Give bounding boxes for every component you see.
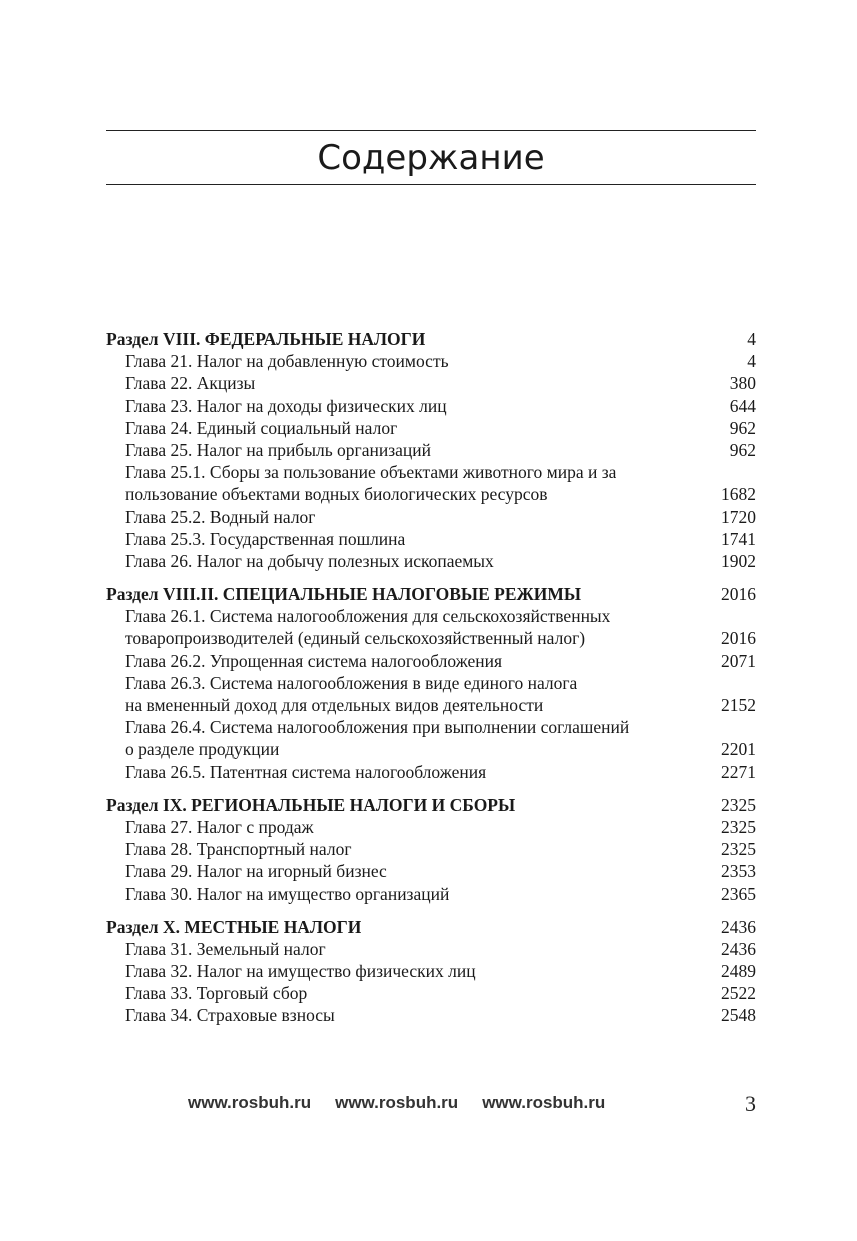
dot-leader bbox=[452, 350, 691, 372]
title-rule-top bbox=[106, 130, 756, 131]
dot-leader bbox=[450, 395, 691, 417]
dot-leader bbox=[364, 916, 691, 938]
toc-chapter-line bbox=[106, 716, 756, 738]
chapter-title-line: Глава 26.4. Система налогообложения при выполнении соглашений bbox=[125, 717, 630, 738]
toc-chapter[interactable] bbox=[106, 417, 756, 439]
dot-leader bbox=[546, 694, 691, 716]
dot-leader bbox=[282, 738, 691, 760]
toc-section-heading[interactable] bbox=[106, 916, 756, 938]
dot-leader bbox=[588, 627, 691, 649]
page-ref: 962 bbox=[729, 439, 756, 460]
toc-chapter[interactable] bbox=[106, 938, 756, 960]
toc-chapter[interactable] bbox=[106, 1004, 756, 1026]
page-ref: 1720 bbox=[721, 506, 756, 527]
dot-leader bbox=[329, 938, 691, 960]
chapter-title: Глава 29. Налог на игорный бизнес bbox=[125, 861, 387, 882]
chapter-title: Глава 33. Торговый сбор bbox=[125, 983, 308, 1004]
page-ref: 2365 bbox=[721, 883, 756, 904]
chapter-title: на вмененный доход для отдельных видов деятельности bbox=[125, 695, 544, 715]
toc-chapter[interactable] bbox=[106, 982, 756, 1004]
toc-section bbox=[106, 328, 756, 572]
toc-section-heading[interactable] bbox=[106, 794, 756, 816]
page-ref: 2436 bbox=[721, 916, 756, 937]
chapter-title-line: Глава 25.1. Сборы за пользование объектами животного мира и за bbox=[125, 462, 617, 483]
page-ref: 2489 bbox=[721, 961, 756, 982]
page-ref: 2071 bbox=[721, 650, 756, 671]
dot-leader bbox=[317, 816, 691, 838]
page-ref: 2325 bbox=[721, 839, 756, 860]
dot-leader bbox=[258, 372, 691, 394]
dot-leader bbox=[390, 860, 691, 882]
dot-leader bbox=[518, 794, 691, 816]
chapter-title: Глава 34. Страховые взносы bbox=[125, 1005, 335, 1026]
chapter-title: Глава 26. Налог на добычу полезных ископаемых bbox=[125, 550, 494, 571]
page-ref: 1902 bbox=[721, 550, 756, 571]
toc-chapter-line bbox=[106, 605, 756, 627]
toc-chapter[interactable] bbox=[106, 761, 756, 783]
chapter-title: Глава 30. Налог на имущество организаций bbox=[125, 883, 450, 904]
page-ref: 2353 bbox=[721, 861, 756, 882]
chapter-title: Глава 25. Налог на прибыль организаций bbox=[125, 439, 432, 460]
page-number: 3 bbox=[745, 1091, 756, 1116]
dot-leader bbox=[434, 439, 691, 461]
chapter-title: Глава 31. Земельный налог bbox=[125, 938, 326, 959]
dot-leader bbox=[408, 528, 691, 550]
toc-chapter[interactable] bbox=[106, 372, 756, 394]
page-ref: 2325 bbox=[721, 794, 756, 815]
table-of-contents bbox=[106, 328, 756, 1038]
chapter-title: Глава 23. Налог на доходы физических лиц bbox=[125, 395, 447, 416]
page-ref: 2436 bbox=[721, 938, 756, 959]
toc-chapter[interactable] bbox=[106, 395, 756, 417]
toc-section bbox=[106, 794, 756, 905]
toc-chapter[interactable] bbox=[106, 528, 756, 550]
dot-leader bbox=[479, 960, 691, 982]
section-title: Раздел IX. РЕГИОНАЛЬНЫЕ НАЛОГИ И СБОРЫ bbox=[106, 794, 516, 815]
chapter-title: о разделе продукции bbox=[125, 739, 280, 760]
dot-leader bbox=[550, 483, 691, 505]
toc-chapter[interactable] bbox=[106, 838, 756, 860]
toc-chapter[interactable] bbox=[106, 738, 756, 760]
footer-link[interactable]: www.rosbuh.ru bbox=[335, 1093, 459, 1112]
section-title: Раздел VIII. ФЕДЕРАЛЬНЫЕ НАЛОГИ bbox=[106, 329, 426, 349]
toc-chapter-line bbox=[106, 672, 756, 694]
chapter-title: Глава 32. Налог на имущество физических лиц bbox=[125, 961, 476, 982]
page-ref: 2548 bbox=[721, 1005, 756, 1026]
dot-leader bbox=[584, 583, 691, 605]
page-ref: 644 bbox=[729, 395, 756, 416]
chapter-title: Глава 25.3. Государственная пошлина bbox=[125, 528, 406, 549]
toc-section bbox=[106, 583, 756, 783]
chapter-title: Глава 27. Налог с продаж bbox=[125, 816, 314, 837]
dot-leader bbox=[310, 982, 691, 1004]
dot-leader bbox=[400, 417, 691, 439]
chapter-title: Глава 26.5. Патентная система налогообложения bbox=[125, 761, 487, 782]
page-ref: 2016 bbox=[721, 628, 756, 649]
section-title: Раздел X. МЕСТНЫЕ НАЛОГИ bbox=[106, 916, 362, 937]
dot-leader bbox=[489, 761, 691, 783]
dot-leader bbox=[505, 650, 691, 672]
dot-leader bbox=[452, 883, 691, 905]
chapter-title: Глава 24. Единый социальный налог bbox=[125, 417, 398, 438]
toc-chapter-line bbox=[106, 461, 756, 483]
dot-leader bbox=[338, 1004, 691, 1026]
dot-leader bbox=[355, 838, 692, 860]
page-ref: 1682 bbox=[721, 484, 756, 505]
toc-chapter[interactable] bbox=[106, 816, 756, 838]
page-ref: 2201 bbox=[721, 739, 756, 760]
chapter-title-line: Глава 26.3. Система налогообложения в виде единого налога bbox=[125, 672, 578, 693]
toc-chapter[interactable] bbox=[106, 483, 756, 505]
toc-chapter[interactable] bbox=[106, 650, 756, 672]
toc-section-heading[interactable] bbox=[106, 583, 756, 605]
page-ref: 2522 bbox=[721, 983, 756, 1004]
chapter-title: Глава 26.2. Упрощенная система налогообложения bbox=[125, 650, 503, 671]
toc-chapter[interactable] bbox=[106, 627, 756, 649]
page-ref: 2016 bbox=[721, 584, 756, 605]
chapter-title: Глава 25.2. Водный налог bbox=[125, 506, 316, 527]
chapter-title: Глава 28. Транспортный налог bbox=[125, 839, 352, 860]
page-ref: 2325 bbox=[721, 816, 756, 837]
chapter-title: пользование объектами водных биологических ресурсов bbox=[125, 484, 548, 505]
page-ref: 2152 bbox=[721, 695, 756, 715]
footer-links bbox=[188, 1093, 629, 1113]
chapter-title-line: Глава 26.1. Система налогообложения для сельскохозяйственных bbox=[125, 606, 611, 627]
dot-leader bbox=[497, 550, 691, 572]
title-rule-bottom bbox=[106, 184, 756, 185]
page-ref: 1741 bbox=[721, 528, 756, 549]
toc-section-heading[interactable] bbox=[106, 328, 756, 350]
page-title: Содержание bbox=[317, 138, 545, 178]
page-ref: 4 bbox=[747, 351, 756, 372]
dot-leader bbox=[428, 328, 691, 350]
toc-chapter[interactable] bbox=[106, 860, 756, 882]
toc-chapter[interactable] bbox=[106, 960, 756, 982]
toc-chapter[interactable] bbox=[106, 550, 756, 572]
chapter-title: Глава 22. Акцизы bbox=[125, 373, 256, 394]
page-ref: 2271 bbox=[721, 761, 756, 782]
toc-section bbox=[106, 916, 756, 1027]
toc-chapter[interactable] bbox=[106, 883, 756, 905]
footer-link[interactable]: www.rosbuh.ru bbox=[482, 1093, 606, 1112]
chapter-title: Глава 21. Налог на добавленную стоимость bbox=[125, 351, 449, 372]
toc-chapter[interactable] bbox=[106, 350, 756, 372]
page-ref: 962 bbox=[729, 417, 756, 438]
dot-leader bbox=[318, 506, 691, 528]
page-ref: 380 bbox=[729, 373, 756, 394]
toc-chapter[interactable] bbox=[106, 506, 756, 528]
footer-link[interactable]: www.rosbuh.ru bbox=[188, 1093, 312, 1112]
toc-chapter[interactable] bbox=[106, 439, 756, 461]
page-ref: 4 bbox=[747, 329, 756, 349]
section-title: Раздел VIII.II. СПЕЦИАЛЬНЫЕ НАЛОГОВЫЕ РЕЖИМЫ bbox=[106, 584, 582, 605]
chapter-title: товаропроизводителей (единый сельскохозяйственный налог) bbox=[125, 628, 586, 649]
toc-chapter[interactable] bbox=[106, 694, 756, 716]
